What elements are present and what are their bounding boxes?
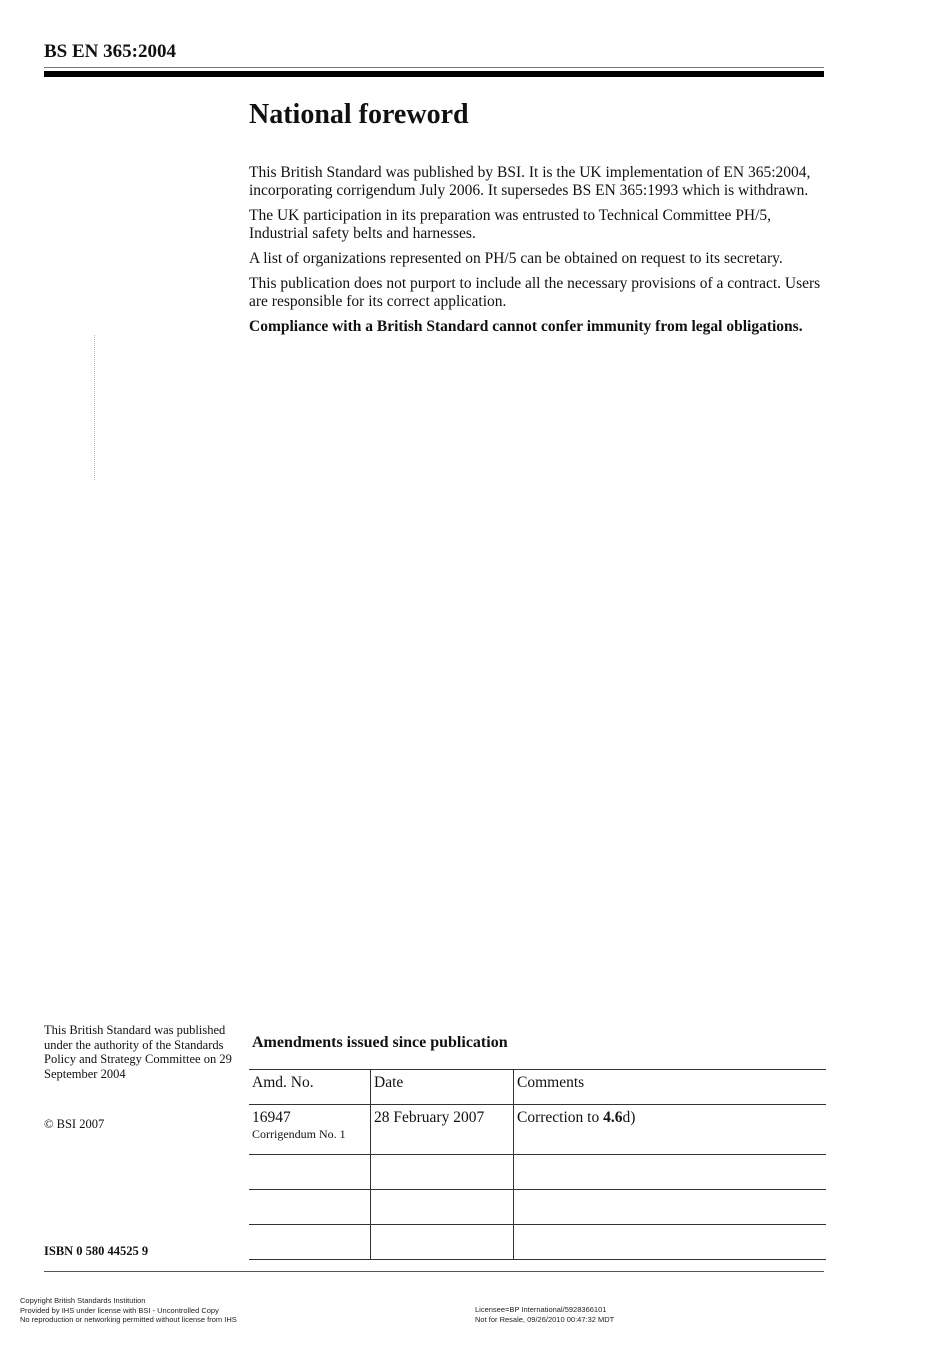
cell-empty	[249, 1225, 371, 1260]
table-row-empty	[249, 1225, 826, 1260]
cell-empty	[249, 1190, 371, 1225]
footer-license-right	[475, 1305, 614, 1324]
paragraph-provisions: This publication does not purport to include all the necessary provisions of a contract. Users are responsible for its correct application.	[249, 275, 821, 310]
amd-corrigendum: Corrigendum No. 1	[252, 1127, 346, 1141]
table-row	[249, 1105, 826, 1155]
cell-empty	[371, 1155, 514, 1190]
table-row-empty	[249, 1155, 826, 1190]
foreword-body	[249, 164, 829, 343]
cell-amd-no	[249, 1105, 371, 1155]
amendments-table	[249, 1069, 826, 1260]
paragraph-publication: This British Standard was published by BSI. It is the UK implementation of EN 365:2004, incorporating corrigendum July 2006. It supersedes BS EN 365:1993 which is withdrawn.	[249, 164, 811, 199]
margin-marks	[94, 335, 98, 480]
header-rule-thin	[44, 67, 824, 68]
document-code: BS EN 365:2004	[44, 41, 176, 62]
paragraph-committee: The UK participation in its preparation was entrusted to Technical Committee PH/5, Industrial safety belts and harnesses.	[249, 207, 772, 242]
paragraph-organizations: A list of organizations represented on PH/5 can be obtained on request to its secretary.	[249, 250, 783, 267]
footer-line: Copyright British Standards Institution	[20, 1296, 146, 1305]
footer-line: No reproduction or networking permitted without license from IHS	[20, 1315, 237, 1324]
table-row-empty	[249, 1190, 826, 1225]
authority-note: This British Standard was published under the authority of the Standards Policy and Strategy Committee on 29 September 2004	[44, 1023, 232, 1081]
amendments-title: Amendments issued since publication	[252, 1034, 508, 1051]
comment-clause: 4.6	[603, 1109, 623, 1126]
cell-empty	[249, 1155, 371, 1190]
isbn: ISBN 0 580 44525 9	[44, 1244, 149, 1258]
cell-empty	[514, 1190, 827, 1225]
header-rule-thick	[44, 71, 824, 77]
header-date: Date	[371, 1070, 514, 1105]
paragraph-compliance: Compliance with a British Standard cannot confer immunity from legal obligations.	[249, 318, 803, 335]
footer-line: Licensee=BP International/5928366101	[475, 1305, 607, 1314]
page-title: National foreword	[249, 99, 469, 130]
footer-line: Provided by IHS under license with BSI - Uncontrolled Copy	[20, 1305, 219, 1315]
cell-empty	[371, 1225, 514, 1260]
amd-number: 16947	[252, 1109, 291, 1126]
cell-comments	[514, 1105, 827, 1155]
cell-empty	[514, 1225, 827, 1260]
table-header-row	[249, 1070, 826, 1105]
copyright-note: © BSI 2007	[44, 1117, 105, 1131]
cell-empty	[371, 1190, 514, 1225]
comment-suffix: d)	[622, 1109, 636, 1126]
comment-prefix: Correction to	[517, 1109, 604, 1126]
footer-rule	[44, 1271, 824, 1272]
header-comments: Comments	[514, 1070, 827, 1105]
footer-line: Not for Resale, 09/26/2010 00:47:32 MDT	[475, 1314, 615, 1324]
footer-license-left	[20, 1296, 237, 1325]
header-amd-no: Amd. No.	[249, 1070, 371, 1105]
cell-empty	[514, 1155, 827, 1190]
cell-date: 28 February 2007	[371, 1105, 514, 1155]
